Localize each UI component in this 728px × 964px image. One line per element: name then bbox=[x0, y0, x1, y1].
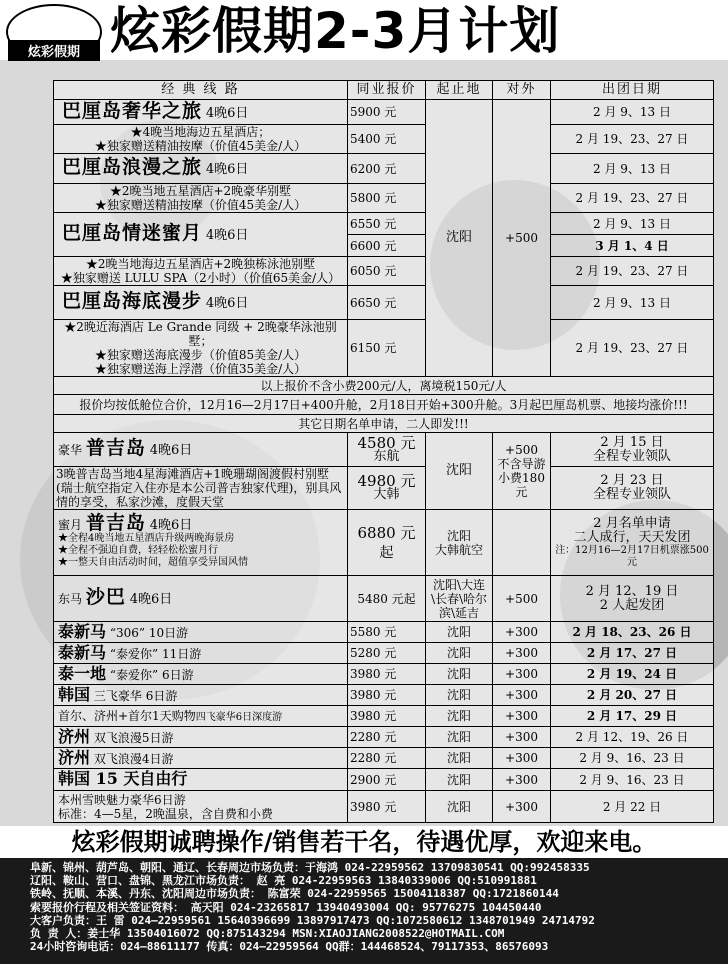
table-row bbox=[54, 643, 714, 664]
price-cell bbox=[348, 467, 426, 510]
col-dates: 出团日期 bbox=[551, 81, 714, 100]
route-bali-honeymoon bbox=[54, 213, 348, 257]
desc-line: ★独家赠送海底漫步（价值85美金/人） bbox=[94, 348, 307, 362]
contact-line: 辽阳、鞍山、营口、盘锦、黑龙江市场负责： 赵 亮 024-22959563 13840339006 QQ:510991881 bbox=[30, 874, 537, 888]
desc-line: ★全程4晚当地五星酒店升级两晚海景房 bbox=[58, 533, 235, 544]
table-row bbox=[54, 664, 714, 685]
route-cell bbox=[54, 727, 348, 748]
route-duration: 6日游 bbox=[161, 667, 194, 682]
departure-shenyang: 沈阳 bbox=[426, 100, 493, 377]
markup-cell: +300 bbox=[493, 769, 551, 791]
route-name: 泰新马 bbox=[58, 642, 107, 662]
date-cell: 2 月 22 日 bbox=[551, 791, 714, 823]
note-tips: 以上报价不含小费200元/人，离境税150元/人 bbox=[54, 377, 714, 395]
route-cell bbox=[54, 685, 348, 706]
price-cell: 5280 元 bbox=[348, 643, 426, 664]
table-row bbox=[54, 154, 714, 184]
col-price: 同业报价 bbox=[348, 81, 426, 100]
price-cell: 2280 元 bbox=[348, 727, 426, 748]
table-row bbox=[54, 433, 714, 467]
date-value: 2 人起发团 bbox=[599, 597, 665, 613]
markup-cell: +300 bbox=[493, 748, 551, 769]
departure-cell: 沈阳\大连\长春\哈尔滨\延吉 bbox=[426, 576, 493, 622]
desc-line: ★独家赠送精油按摩（价值45美金/人） bbox=[94, 139, 307, 153]
table-row bbox=[54, 125, 714, 154]
table-row bbox=[54, 257, 714, 286]
route-bali-seawalk bbox=[54, 286, 348, 320]
desc-line: ★全程不强迫自费，轻轻松松蜜月行 bbox=[58, 545, 218, 556]
departure-cell: 沈阳 bbox=[426, 664, 493, 685]
price-cell: 2280 元 bbox=[348, 748, 426, 769]
col-route: 经 典 线 路 bbox=[54, 81, 348, 100]
route-name: 普吉岛 bbox=[85, 512, 146, 534]
route-duration: 4晚6日 bbox=[149, 443, 193, 458]
route-name: 巴厘岛奢华之旅 bbox=[62, 99, 203, 122]
price-cell: 3980 元 bbox=[348, 706, 426, 727]
itinerary-table bbox=[53, 80, 714, 823]
price-cell: 5480 元起 bbox=[348, 576, 426, 622]
price-cell: 3980 元 bbox=[348, 685, 426, 706]
route-sub: 双飞浪漫 bbox=[93, 751, 142, 766]
date-value: 2 月 12、19 日 bbox=[585, 583, 679, 599]
table-row bbox=[54, 769, 714, 791]
date-cell bbox=[551, 433, 714, 467]
route-name: 巴厘岛浪漫之旅 bbox=[62, 156, 203, 178]
route-cell bbox=[54, 664, 348, 685]
departure-cell: 沈阳 bbox=[426, 769, 493, 791]
route-name: 济州 bbox=[58, 726, 91, 746]
markup-cell: +300 bbox=[493, 643, 551, 664]
route-sub: “306” bbox=[109, 625, 146, 640]
departure-cell: 沈阳 bbox=[426, 727, 493, 748]
route-duration: 4晚6日 bbox=[149, 518, 193, 533]
desc-line: ★2晚当地海边五星酒店+2晚独栋泳池别墅 bbox=[85, 257, 316, 271]
date-value: 2 月 23 日 bbox=[600, 473, 664, 488]
markup-cell bbox=[493, 433, 551, 510]
price-cell: 5580 元 bbox=[348, 622, 426, 643]
price-cell: 5900 元 bbox=[348, 100, 426, 125]
date-cell-highlight: 3 月 1、4 日 bbox=[551, 235, 714, 257]
price-suffix: 起 bbox=[379, 544, 394, 561]
date-cell: 2 月 19、23、27 日 bbox=[551, 184, 714, 213]
route-bali-romance bbox=[54, 154, 348, 184]
route-duration: 4晚6日 bbox=[129, 592, 173, 607]
col-departure: 起止地 bbox=[426, 81, 493, 100]
table-row bbox=[54, 622, 714, 643]
recruitment-banner: 炫彩假期诚聘操作/销售若干名，待遇优厚，欢迎来电。 bbox=[71, 828, 657, 856]
contact-footer bbox=[0, 858, 728, 964]
table-row bbox=[54, 706, 714, 727]
route-name: 泰一地 bbox=[58, 663, 107, 683]
route-cell bbox=[54, 769, 348, 791]
route-prefix: 蜜月 bbox=[58, 518, 83, 532]
route-prefix: 东马 bbox=[58, 592, 83, 606]
contact-line: 24小时咨询电话：024—88611177 传真：024—22959564 QQ群：144468524、79117353、86576093 bbox=[30, 940, 549, 954]
route-cell bbox=[54, 748, 348, 769]
departure-cell bbox=[426, 510, 493, 576]
price-cell: 5800 元 bbox=[348, 184, 426, 213]
date-cell: 2 月 9、16、23 日 bbox=[551, 748, 714, 769]
contact-line: 索要报价行程及相关签证资料： 高天阳 024-23265817 13940493004 QQ: 95776275 104450440 bbox=[30, 900, 542, 914]
route-duration: 5日游 bbox=[141, 730, 174, 745]
table-row bbox=[54, 791, 714, 823]
desc-line: ★2晚当地五星酒店+2晚豪华别墅 bbox=[109, 184, 292, 198]
desc-line: ★2晚近海酒店 Le Grande 同级 + 2晚豪华泳池别墅； bbox=[64, 320, 337, 348]
date-cell: 2 月 9、13 日 bbox=[551, 100, 714, 125]
route-sub: 三飞豪华 bbox=[93, 688, 142, 703]
airline: 东航 bbox=[373, 448, 400, 464]
table-row bbox=[54, 320, 714, 377]
route-desc bbox=[54, 184, 348, 213]
departure-cell: 沈阳 bbox=[426, 685, 493, 706]
route-prefix: 豪华 bbox=[58, 443, 83, 457]
table-header-row bbox=[54, 81, 714, 100]
contact-line: 铁岭、抚顺、本溪、丹东、沈阳周边市场负责： 陈富荣 024-22959565 15004118387 QQ:1721860144 bbox=[30, 887, 559, 901]
price-cell: 2900 元 bbox=[348, 769, 426, 791]
desc-line: 标准：4—5星，2晚温泉，含自费和小费 bbox=[58, 806, 273, 821]
date-value: 2 月 15 日 bbox=[600, 434, 664, 450]
price-cell bbox=[348, 433, 426, 467]
date-cell: 2 月 19、23、27 日 bbox=[551, 320, 714, 377]
contact-line: 大客户负责：王 雷 024—22959561 15640396699 13897917473 QQ:1072580612 1348701949 24714792 bbox=[30, 913, 595, 927]
date-cell: 2 月 19、24 日 bbox=[551, 664, 714, 685]
price-cell: 6200 元 bbox=[348, 154, 426, 184]
departure-shenyang: 沈阳 bbox=[426, 433, 493, 510]
markup-value: +500 bbox=[505, 443, 538, 457]
route-duration: 4晚6日 bbox=[205, 162, 249, 177]
route-cell bbox=[54, 706, 348, 727]
departure-cell: 沈阳 bbox=[426, 748, 493, 769]
price-value: 4980 元 bbox=[357, 472, 416, 490]
desc-line: ★独家赠送海上浮潜（价值35美金/人） bbox=[94, 362, 307, 376]
markup-500: +500 bbox=[493, 100, 551, 377]
date-cell: 2 月 19、23、27 日 bbox=[551, 257, 714, 286]
airline: 大韩 bbox=[373, 487, 400, 502]
price-cell: 6600 元 bbox=[348, 235, 426, 257]
table-row bbox=[54, 748, 714, 769]
date-leader: 全程专业领队 bbox=[592, 487, 671, 502]
route-name: 巴厘岛海底漫步 bbox=[62, 290, 203, 312]
table-row bbox=[54, 467, 714, 510]
desc-line: ★独家赠送 LULU SPA（2小时）（价值65美金/人） bbox=[60, 271, 341, 285]
route-desc bbox=[54, 125, 348, 154]
price-cell: 5400 元 bbox=[348, 125, 426, 154]
contact-line: 阜新、锦州、葫芦岛、朝阳、通辽、长春周边市场负责：于海鸿 024-22959562 13709830541 QQ:992458335 bbox=[30, 861, 590, 874]
date-leader: 全程专业领队 bbox=[592, 448, 671, 464]
table-row bbox=[54, 685, 714, 706]
date-note: 注：12月16—2月17日机票涨500元 bbox=[555, 544, 709, 568]
date-value: 2 月名单申请 bbox=[593, 515, 671, 531]
col-markup: 对外 bbox=[493, 81, 551, 100]
route-desc bbox=[54, 320, 348, 377]
table-row bbox=[54, 576, 714, 622]
markup-cell: +300 bbox=[493, 622, 551, 643]
date-cell: 2 月 12、19、26 日 bbox=[551, 727, 714, 748]
route-duration: 11日游 bbox=[161, 646, 202, 661]
date-cell bbox=[551, 576, 714, 622]
date-cell: 2 月 9、16、23 日 bbox=[551, 769, 714, 791]
route-name: 泰新马 bbox=[58, 621, 107, 641]
route-phuket-luxury bbox=[54, 433, 348, 467]
date-cell: 2 月 17、29 日 bbox=[551, 706, 714, 727]
brand-logo bbox=[6, 4, 102, 60]
departure-airline: 大韩航空 bbox=[434, 542, 483, 557]
price-cell bbox=[348, 510, 426, 576]
price-cell: 6050 元 bbox=[348, 257, 426, 286]
table-row bbox=[54, 377, 714, 395]
route-duration: 6日深度游 bbox=[235, 711, 283, 723]
table-row bbox=[54, 286, 714, 320]
price-cell: 6150 元 bbox=[348, 320, 426, 377]
route-name: 普吉岛 bbox=[85, 437, 146, 459]
date-cell: 2 月 20、27 日 bbox=[551, 685, 714, 706]
route-cell bbox=[54, 622, 348, 643]
price-value: 4580 元 bbox=[357, 433, 416, 452]
note-upgrade: 报价均按低舱位合价，12月16—2月17日+400升舱，2月18日开始+300升舱。3月起巴厘岛机票、地接均涨价!!! bbox=[54, 395, 714, 415]
route-sub: 双飞浪漫 bbox=[93, 730, 142, 745]
departure-city: 沈阳 bbox=[446, 528, 471, 543]
desc-line: ★一整天自由活动时间，超值享受异国风情 bbox=[58, 557, 248, 568]
price-cell: 3980 元 bbox=[348, 664, 426, 685]
route-cell bbox=[54, 643, 348, 664]
route-name: 韩国 15 天自由行 bbox=[58, 769, 188, 788]
table-row bbox=[54, 184, 714, 213]
date-cell: 2 月 17、27 日 bbox=[551, 643, 714, 664]
table-row bbox=[54, 727, 714, 748]
route-duration: 4晚6日 bbox=[205, 105, 249, 121]
route-duration: 4晚6日 bbox=[205, 228, 249, 243]
markup-empty bbox=[493, 510, 551, 576]
date-cell: 2 月 19、23、27 日 bbox=[551, 125, 714, 154]
route-desc bbox=[54, 257, 348, 286]
route-duration: 10日游 bbox=[148, 625, 189, 640]
markup-cell: +300 bbox=[493, 706, 551, 727]
departure-cell: 沈阳 bbox=[426, 706, 493, 727]
table-row bbox=[54, 213, 714, 235]
departure-cell: 沈阳 bbox=[426, 643, 493, 664]
table-row bbox=[54, 510, 714, 576]
price-cell: 6650 元 bbox=[348, 286, 426, 320]
markup-cell: +300 bbox=[493, 664, 551, 685]
date-cell bbox=[551, 510, 714, 576]
route-sub: “泰爱你” bbox=[109, 667, 159, 682]
route-sub: 四飞豪华 bbox=[195, 711, 236, 723]
route-sub: “泰爱你” bbox=[109, 646, 159, 661]
logo-text: 炫彩假期 bbox=[8, 40, 100, 61]
date-cell: 2 月 9、13 日 bbox=[551, 286, 714, 320]
date-cell: 2 月 18、23、26 日 bbox=[551, 622, 714, 643]
route-duration: 4晚6日 bbox=[205, 296, 249, 311]
route-name: 济州 bbox=[58, 747, 91, 767]
route-name: 巴厘岛情迷蜜月 bbox=[62, 222, 203, 244]
contact-line: 负 责 人：姜士华 13504016072 QQ:875143294 MSN:XIAOJIANG2008522@HOTMAIL.COM bbox=[30, 927, 505, 941]
date-value: 二人成行，天天发团 bbox=[573, 529, 691, 545]
table-row bbox=[54, 100, 714, 125]
route-duration: 6日游 bbox=[145, 688, 178, 703]
desc-line: 本州雪映魅力豪华6日游 bbox=[58, 792, 186, 807]
date-cell: 2 月 9、13 日 bbox=[551, 154, 714, 184]
table-row bbox=[54, 395, 714, 415]
departure-cell: 沈阳 bbox=[426, 791, 493, 823]
desc-line: ★独家赠送精油按摩（价值45美金/人） bbox=[94, 198, 307, 212]
markup-note: 不含导游小费180元 bbox=[497, 457, 546, 499]
route-snow bbox=[54, 791, 348, 823]
route-duration: 4日游 bbox=[141, 751, 174, 766]
markup-cell: +300 bbox=[493, 727, 551, 748]
date-cell: 2 月 9、13 日 bbox=[551, 213, 714, 235]
price-cell: 6550 元 bbox=[348, 213, 426, 235]
route-bali-luxury bbox=[54, 100, 348, 125]
route-desc: 3晚普吉岛当地4星海滩酒店+1晚珊瑚阁渡假村别墅(瑞士航空指定入住亦是本公司普吉独家代理)，别具风情的享受，私家沙滩，度假天堂 bbox=[54, 467, 348, 510]
markup-cell: +300 bbox=[493, 791, 551, 823]
route-name: 韩国 bbox=[58, 684, 91, 704]
markup-cell: +500 bbox=[493, 576, 551, 622]
desc-line: ★4晚当地海边五星酒店； bbox=[130, 125, 271, 139]
price-cell: 3980 元 bbox=[348, 791, 426, 823]
markup-cell: +300 bbox=[493, 685, 551, 706]
route-name: 沙巴 bbox=[85, 586, 126, 608]
price-value: 6880 元 bbox=[357, 523, 416, 542]
page-title: 炫彩假期2-3月计划 bbox=[110, 2, 561, 60]
table-row bbox=[54, 415, 714, 433]
date-cell bbox=[551, 467, 714, 510]
route-phuket-honeymoon bbox=[54, 510, 348, 576]
route-sabah bbox=[54, 576, 348, 622]
note-other-dates: 其它日期名单申请，二人即发!!! bbox=[54, 415, 714, 433]
route-name: 首尔、济州+首尔1天购物 bbox=[58, 708, 196, 723]
departure-cell: 沈阳 bbox=[426, 622, 493, 643]
